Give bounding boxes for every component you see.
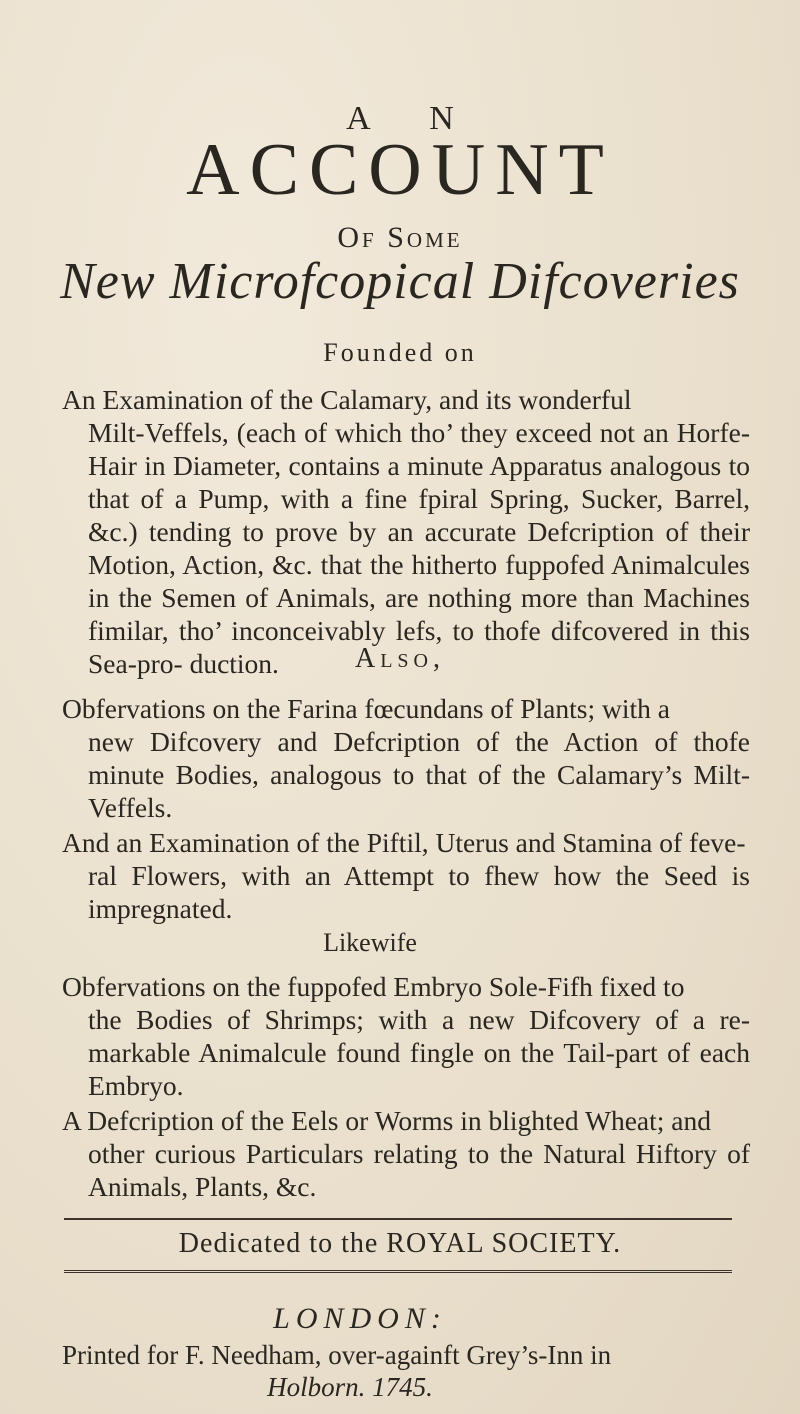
heading-new-microscopical: New Microfcopical Difcoveries bbox=[60, 253, 740, 310]
text-line: each Embryo. bbox=[88, 1037, 750, 1101]
examination2-paragraph bbox=[62, 826, 750, 925]
text-line: tho’ inconceivably lefs, to thofe difcovered in this Sea-pro- bbox=[88, 615, 750, 679]
imprint-city: LONDON: bbox=[273, 1302, 447, 1335]
text-line: A Defcription of the Eels or Worms in blighted Wheat; and bbox=[62, 1105, 711, 1136]
imprint-place-date: Holborn. 1745. bbox=[267, 1372, 433, 1402]
heading-of-some: Of Some bbox=[337, 221, 463, 254]
imprint-printer: Printed for F. Needham, over-againft Grey’s-Inn in bbox=[62, 1340, 612, 1370]
text-line: minute Bodies, analogous to that of the Calamary’s Milt- bbox=[88, 759, 750, 790]
heading-an: A N bbox=[346, 100, 480, 137]
text-line: And an Examination of the Piftil, Uterus and Stamina of feve- bbox=[62, 827, 746, 858]
text-line: Obfervations on the Farina fœcundans of Plants; with a bbox=[62, 693, 670, 724]
text-line: other curious Particulars relating to the Natural Hiftory bbox=[88, 1138, 728, 1169]
text-line: new Difcovery and Defcription of the Action of thofe bbox=[88, 726, 750, 757]
examination-paragraph bbox=[62, 383, 750, 680]
text-line: An Examination of the Calamary, and its wonderful bbox=[62, 384, 632, 415]
text-line: the Bodies of Shrimps; with a new Difcovery of a re- bbox=[88, 1004, 750, 1035]
heading-likewise: Likewife bbox=[323, 928, 417, 957]
text-line: ral Flowers, with an Attempt to fhew how the Seed is bbox=[88, 860, 750, 891]
text-line: Veffels. bbox=[88, 792, 173, 823]
heading-founded-on: Founded on bbox=[323, 338, 477, 367]
text-line: tending to prove by an accurate Defcription of their Motion, bbox=[88, 516, 750, 580]
text-line: markable Animalcule found fingle on the Tail-part of bbox=[88, 1037, 700, 1068]
text-line: duction. bbox=[189, 648, 279, 679]
text-line: that of a Pump, with a fine fpiral Spring, Sucker, Barrel, &c.) bbox=[88, 483, 750, 547]
description-paragraph bbox=[62, 1104, 750, 1203]
divider-double-rule bbox=[64, 1270, 732, 1273]
text-line: Semen of Animals, are nothing more than Machines fimilar, bbox=[88, 582, 750, 646]
observations2-paragraph bbox=[62, 970, 750, 1102]
heading-also: Also, bbox=[354, 643, 445, 674]
text-line: Obfervations on the fuppofed Embryo Sole-Fifh fixed to bbox=[62, 971, 685, 1002]
text-line: Action, &c. that the hitherto fuppofed Animalcules in the bbox=[88, 549, 750, 613]
text-line: Milt-Veffels, (each of which tho’ they exceed not an Horfe- bbox=[88, 417, 750, 448]
observations-paragraph bbox=[62, 692, 750, 824]
divider-rule bbox=[64, 1218, 732, 1220]
dedication-line: Dedicated to the ROYAL SOCIETY. bbox=[178, 1228, 622, 1259]
text-line: Hair in Diameter, contains a minute Apparatus analogous to bbox=[88, 450, 750, 481]
heading-account: ACCOUNT bbox=[186, 129, 614, 211]
text-line: impregnated. bbox=[88, 893, 233, 924]
text-line: of Animals, Plants, &c. bbox=[88, 1138, 750, 1202]
